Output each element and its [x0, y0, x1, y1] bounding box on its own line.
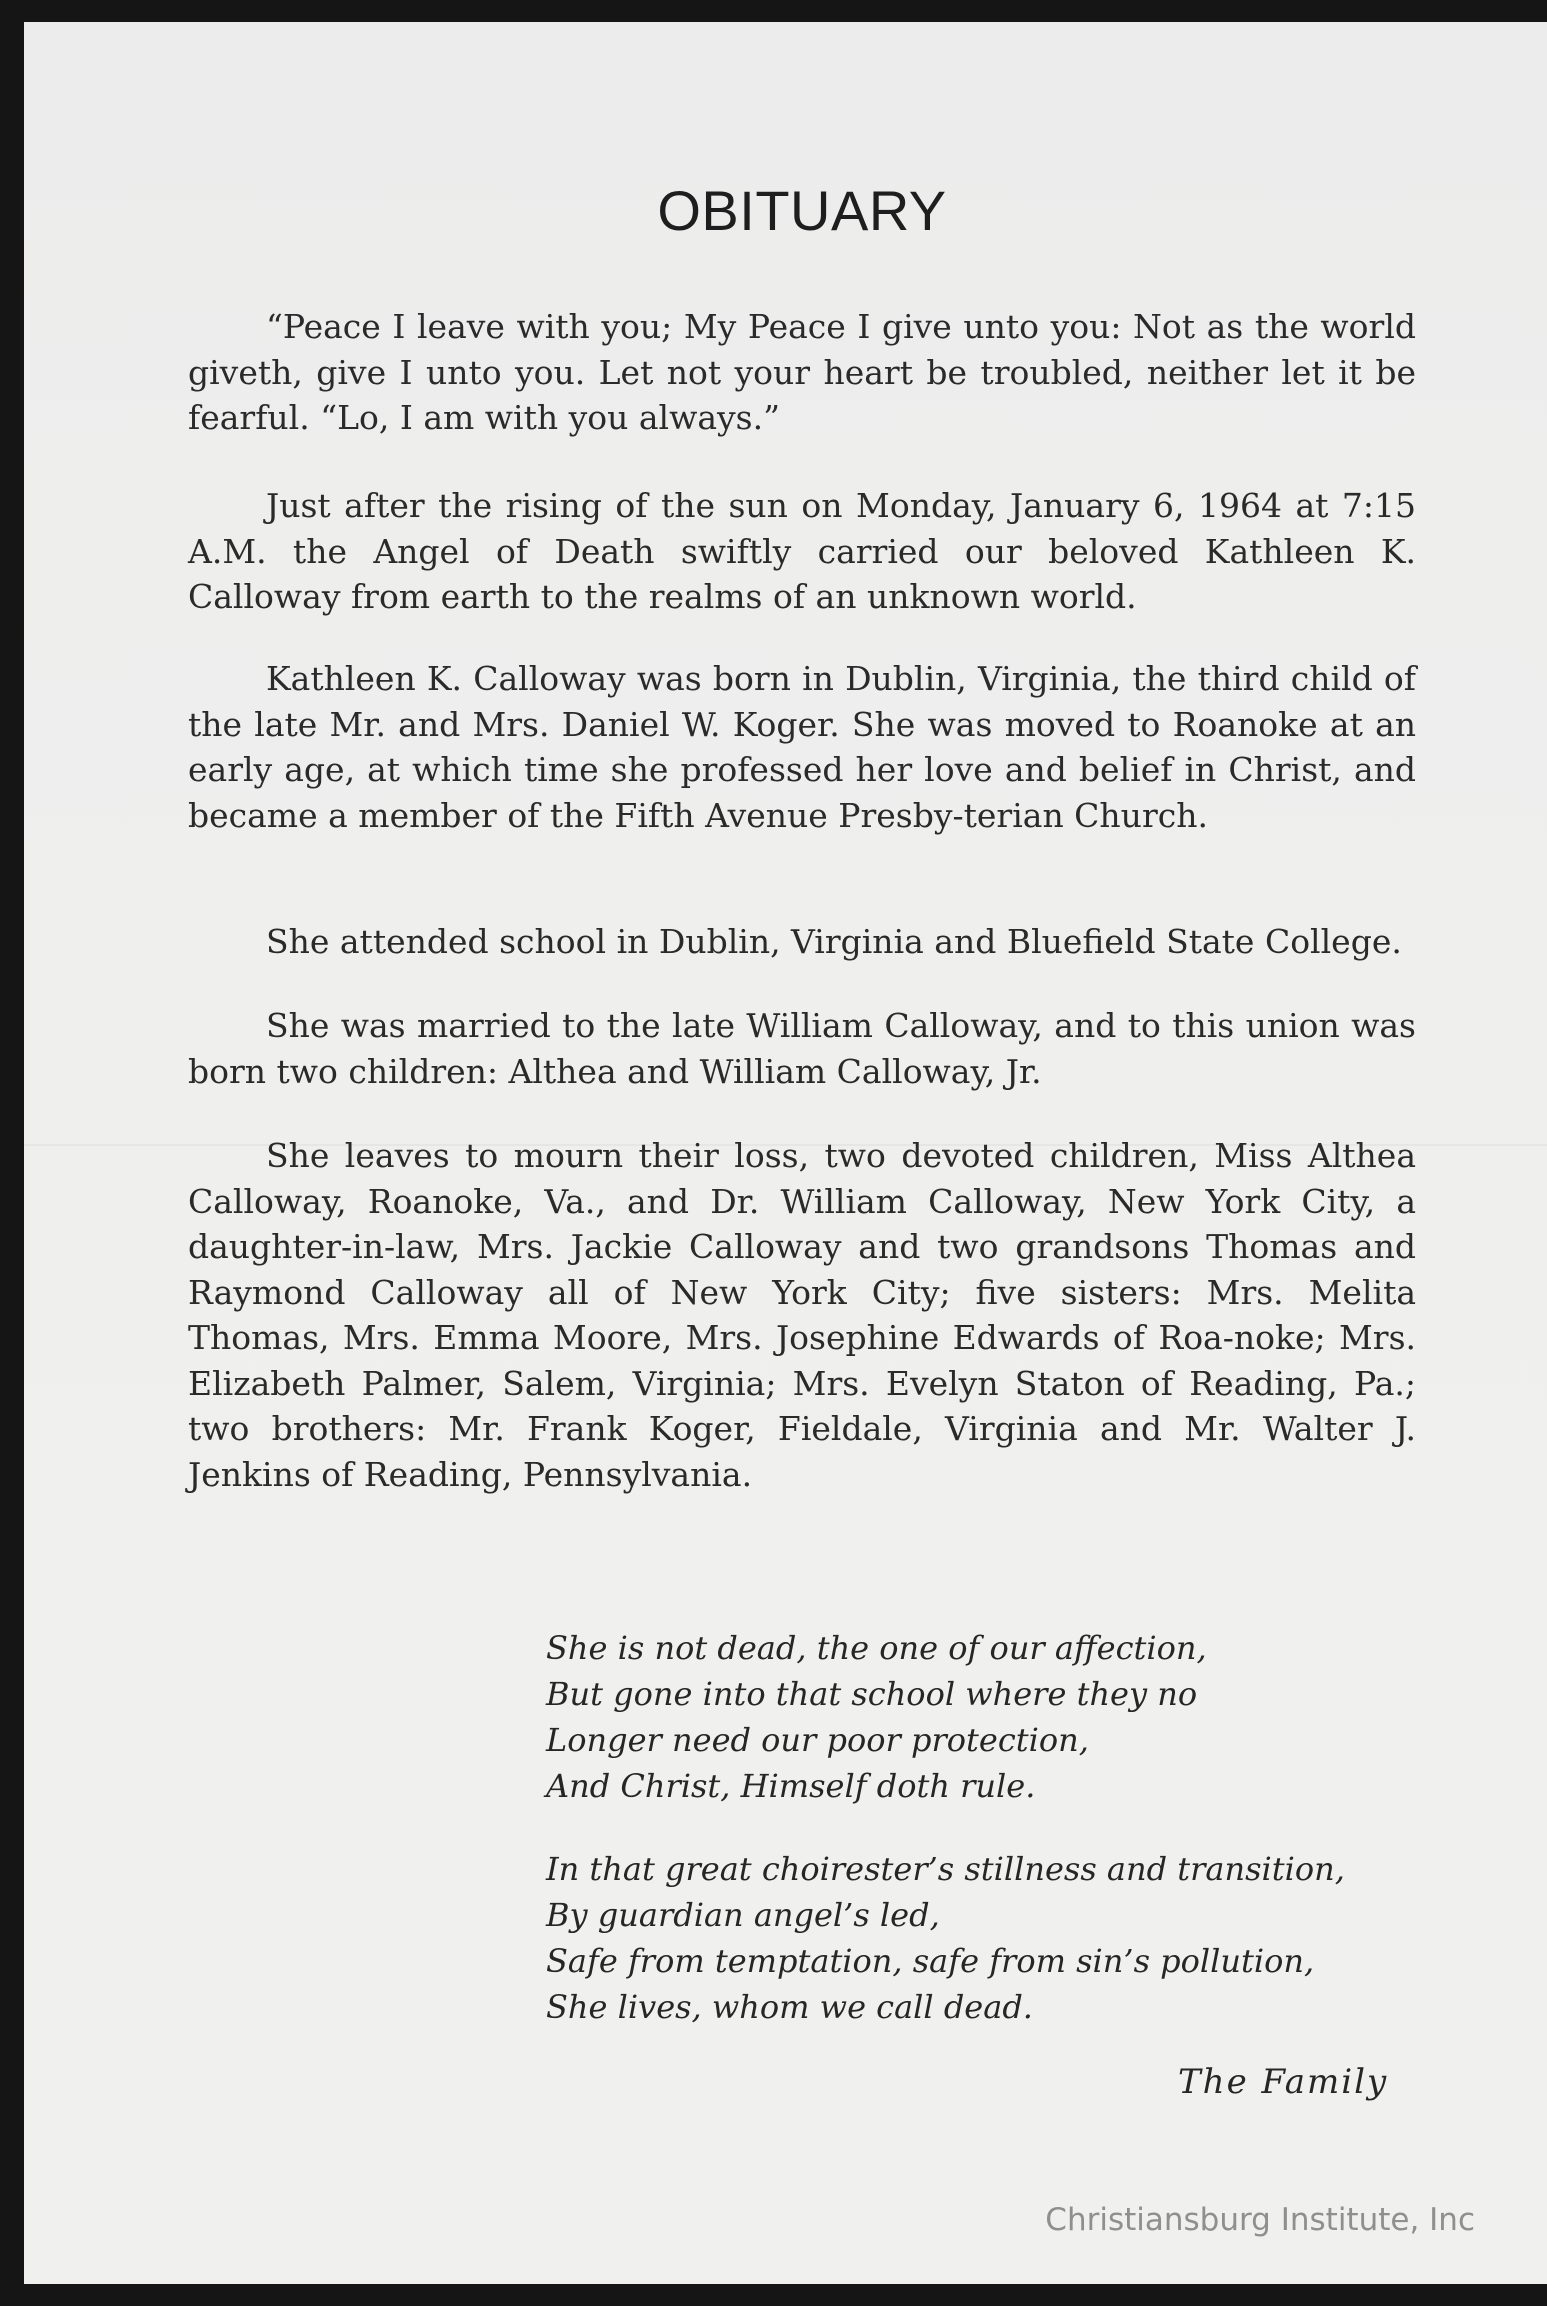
page-title: OBITUARY	[657, 179, 947, 242]
poem-stanza-2	[546, 1846, 1446, 2030]
watermark: Christiansburg Institute, Inc	[1045, 2202, 1475, 2238]
signature: The Family	[1178, 2062, 1389, 2102]
obituary-sheet	[24, 22, 1547, 2284]
poem-line: In that great choirester’s stillness and transition,	[546, 1850, 1345, 1888]
poem-line: Safe from temptation, safe from sin’s pollution,	[546, 1942, 1315, 1980]
marriage-paragraph: She was married to the late William Calloway, and to this union was born two children: Althea and William Calloway, Jr.	[188, 1006, 1416, 1091]
scripture-paragraph: “Peace I leave with you; My Peace I give unto you: Not as the world giveth, give I unto you. Let not your heart be troubled, neither let it be fearful. “Lo, I am with you always.”	[188, 307, 1416, 437]
survivors-paragraph: She leaves to mourn their loss, two devoted children, Miss Althea Calloway, Roanoke, Va., and Dr. William Calloway, New York City, a daughter-in-law, Mrs. Jackie Calloway and two grandsons Thomas and Raymond Calloway all of New York City; five sisters: Mrs. Melita Thomas, Mrs. Emma Moore, Mrs. Josephine Edwards of Roa-noke; Mrs. Elizabeth Palmer, Salem, Virginia; Mrs. Evelyn Staton of Reading, Pa.; two brothers: Mr. Frank Koger, Fieldale, Virginia and Mr. Walter J. Jenkins of Reading, Pennsylvania.	[188, 1136, 1416, 1494]
education-paragraph: She attended school in Dublin, Virginia and Bluefield State College.	[266, 922, 1402, 961]
poem-line: And Christ, Himself doth rule.	[546, 1767, 1036, 1805]
death-notice-paragraph: Just after the rising of the sun on Monday, January 6, 1964 at 7:15 A.M. the Angel of Death swiftly carried our beloved Kathleen K. Calloway from earth to the realms of an unknown world.	[188, 486, 1416, 616]
poem-line: Longer need our poor protection,	[546, 1721, 1089, 1759]
poem-line: She lives, whom we call dead.	[546, 1988, 1033, 2026]
poem-stanza-1	[546, 1625, 1446, 1809]
poem-line: By guardian angel’s led,	[546, 1896, 940, 1934]
poem-line: She is not dead, the one of our affection,	[546, 1629, 1207, 1667]
biography-paragraph: Kathleen K. Calloway was born in Dublin, Virginia, the third child of the late Mr. and Mrs. Daniel W. Koger. She was moved to Roanoke at an early age, at which time she professed her love and belief in Christ, and became a member of the Fifth Avenue Presby-terian Church.	[188, 659, 1416, 835]
poem-line: But gone into that school where they no	[546, 1675, 1198, 1713]
